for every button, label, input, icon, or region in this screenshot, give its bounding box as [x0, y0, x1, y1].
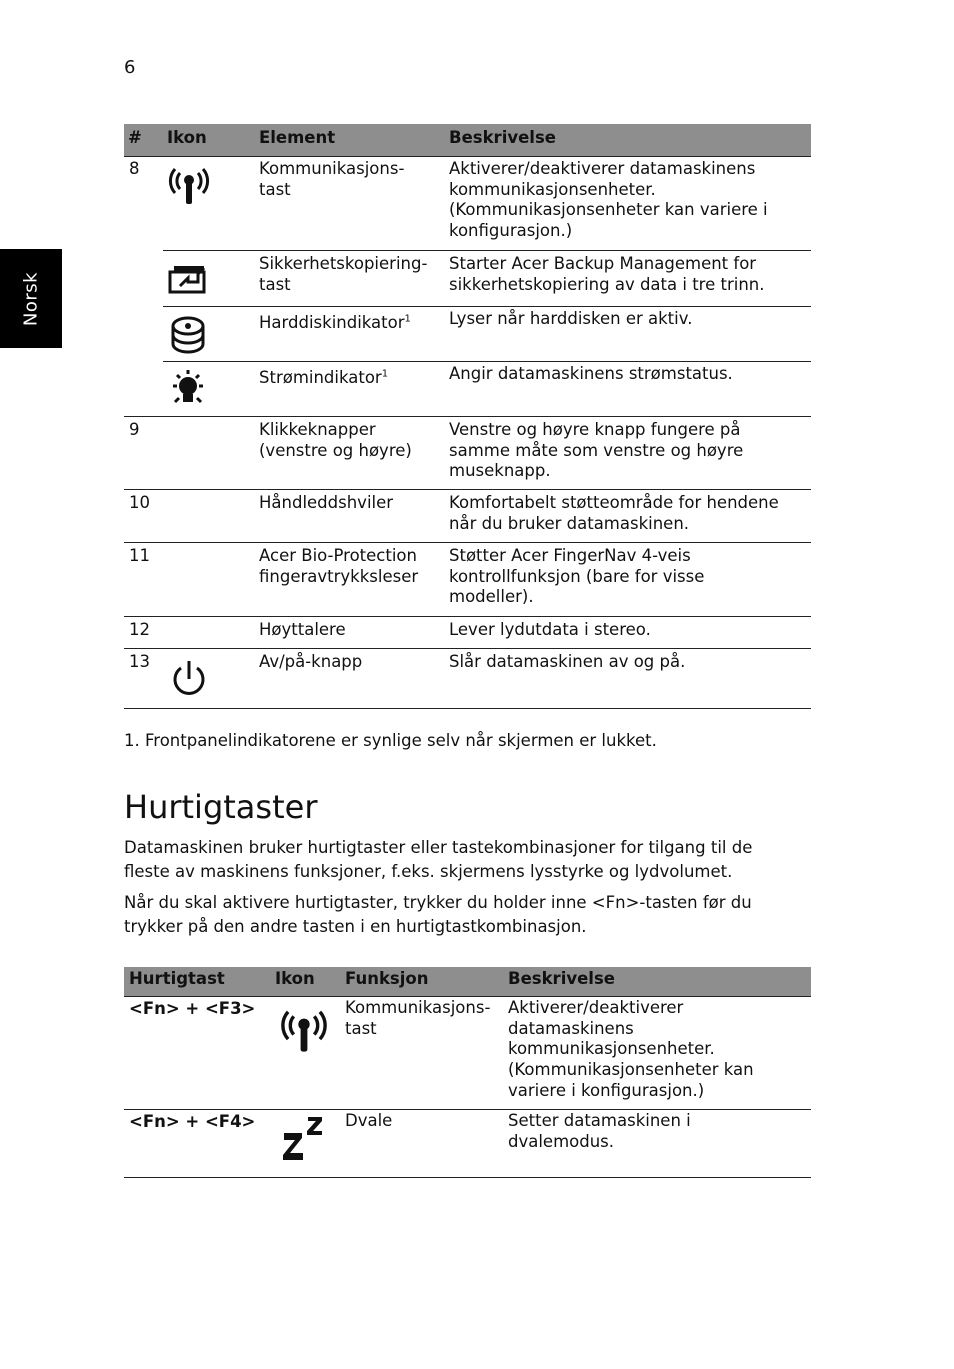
page-number: 6	[124, 57, 136, 78]
sleep-icon	[280, 1113, 326, 1169]
header-icon: Ikon	[167, 128, 207, 147]
hotkey-function: Kommunikasjons- tast	[345, 998, 491, 1038]
element-name-text: Strømindikator	[259, 368, 382, 387]
row-number: 13	[129, 652, 150, 671]
wireless-icon	[167, 163, 211, 211]
table-rule	[124, 648, 811, 649]
table-header-bar	[124, 967, 811, 996]
row-number: 11	[129, 546, 150, 565]
element-description: Angir datamaskinens strømstatus.	[449, 364, 733, 383]
backup-icon	[166, 260, 210, 300]
table-rule	[124, 708, 811, 709]
row-number: 9	[129, 420, 140, 439]
element-name: Sikkerhetskopiering- tast	[259, 254, 428, 294]
element-description: Komfortabelt støtteområde for hendene når du bruker datamaskinen.	[449, 493, 779, 533]
element-name: Håndleddshviler	[259, 493, 394, 512]
element-description: Aktiverer/deaktiverer datamaskinens kommunikasjonsenheter. (Kommunikasjonsenheter kan variere i konfigurasjon.)	[449, 159, 768, 241]
table-rule	[163, 361, 811, 362]
element-name	[259, 313, 411, 334]
hotkey-description: Setter datamaskinen i dvalemodus.	[508, 1111, 691, 1151]
element-name: Kommunikasjons- tast	[259, 159, 405, 199]
wireless-icon	[278, 1005, 330, 1059]
table-rule	[124, 542, 811, 543]
element-name: Av/på-knapp	[259, 652, 363, 671]
language-tab	[0, 249, 62, 348]
table-rule	[124, 416, 811, 417]
table-rule	[124, 616, 811, 617]
power-button-icon	[170, 658, 208, 704]
table-rule	[163, 250, 811, 251]
language-tab-label: Norsk	[20, 271, 42, 327]
element-name: Acer Bio-Protection fingeravtrykksleser	[259, 546, 419, 586]
element-name: Klikkeknapper (venstre og høyre)	[259, 420, 412, 460]
table-rule	[124, 156, 811, 157]
hdd-icon	[167, 314, 211, 360]
table-rule	[124, 996, 811, 997]
table-rule	[124, 1109, 811, 1110]
header-function: Funksjon	[345, 969, 429, 988]
header-hotkey: Hurtigtast	[129, 969, 225, 988]
element-name: Høyttalere	[259, 620, 346, 639]
section-heading: Hurtigtaster	[124, 788, 318, 826]
row-number: 10	[129, 493, 150, 512]
element-description: Lever lydutdata i stereo.	[449, 620, 651, 639]
footnote-marker: 1	[381, 368, 389, 380]
header-description: Beskrivelse	[449, 128, 556, 147]
footnote-marker: 1	[404, 313, 411, 325]
row-number: 8	[129, 159, 140, 178]
hotkey-description: Aktiverer/deaktiverer datamaskinens kommunikasjonsenheter. (Kommunikasjonsenheter kan variere i konfigurasjon.)	[508, 998, 754, 1100]
header-icon: Ikon	[275, 969, 315, 988]
hotkey-label: <Fn> + <F3>	[129, 999, 256, 1018]
header-element: Element	[259, 128, 336, 147]
intro-paragraph: Datamaskinen bruker hurtigtaster eller tastekombinasjoner for tilgang til de fleste av maskinens funksjoner, f.eks. skjermens lysstyrke og lydvolumet.	[124, 838, 753, 881]
element-description: Venstre og høyre knapp fungere på samme måte som venstre og høyre museknapp.	[449, 420, 744, 481]
hotkey-label: <Fn> + <F4>	[129, 1112, 256, 1131]
element-name-text: Harddiskindikator	[259, 313, 405, 332]
element-description: Starter Acer Backup Management for sikkerhetskopiering av data i tre trinn.	[449, 254, 765, 294]
header-description: Beskrivelse	[508, 969, 615, 988]
header-num: #	[128, 128, 142, 147]
table-rule	[163, 306, 811, 307]
instruction-paragraph: Når du skal aktivere hurtigtaster, trykker du holder inne <Fn>-tasten før du trykker på den andre tasten i en hurtigtastkombinasjon.	[124, 893, 752, 936]
element-name	[259, 368, 388, 389]
hotkey-function: Dvale	[345, 1111, 393, 1130]
element-description: Lyser når harddisken er aktiv.	[449, 309, 693, 328]
element-description: Støtter Acer FingerNav 4-veis kontrollfunksjon (bare for visse modeller).	[449, 546, 705, 607]
row-number: 12	[129, 620, 150, 639]
element-description: Slår datamaskinen av og på.	[449, 652, 686, 671]
power-light-icon	[167, 368, 211, 414]
footnote: 1. Frontpanelindikatorene er synlige selv når skjermen er lukket.	[124, 731, 657, 750]
table-rule	[124, 1177, 811, 1178]
table-rule	[124, 489, 811, 490]
